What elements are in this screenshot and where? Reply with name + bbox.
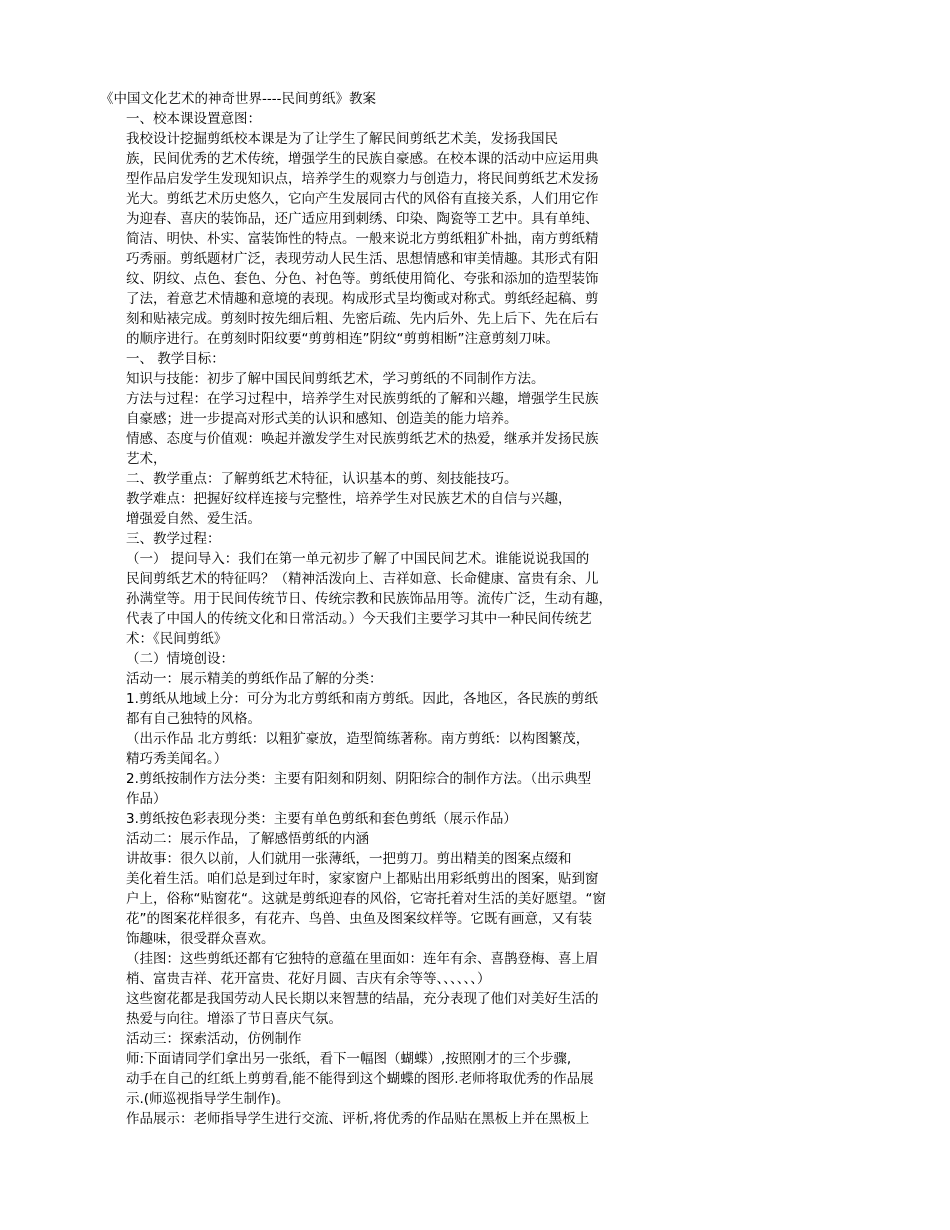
paragraph-line: 动手在自己的红纸上剪剪看,能不能得到这个蝴蝶的图形.老师将取优秀的作品展 xyxy=(126,1071,594,1087)
paragraph-line: 热爱与向往。增添了节日喜庆气氛。 xyxy=(126,1011,342,1027)
paragraph-line: 作品） xyxy=(126,791,167,807)
paragraph-line: 刻和贴裱完成。剪刻时按先细后粗、先密后疏、先内后外、先上后下、先在后右 xyxy=(126,311,599,327)
paragraph-line: 情感、态度与价值观：唤起并激发学生对民族剪纸艺术的热爱，继承并发扬民族 xyxy=(126,431,599,447)
paragraph-line: 活动二：展示作品，了解感悟剪纸的内涵 xyxy=(126,831,369,847)
paragraph-line: 孙满堂等。用于民间传统节日、传统宗教和民族饰品用等。流传广泛，生动有趣， xyxy=(126,591,612,607)
doc-title: 《中国文化艺术的神奇世界----民间剪纸》教案 xyxy=(100,91,376,107)
paragraph-line: 增强爱自然、爱生活。 xyxy=(126,511,261,527)
paragraph-line: 民间剪纸艺术的特征吗？（精神活泼向上、吉祥如意、长命健康、富贵有余、儿 xyxy=(126,571,599,587)
paragraph-line: 梢、富贵吉祥、花开富贵、花好月圆、吉庆有余等等、、、、、、） xyxy=(126,971,491,987)
paragraph-line: 巧秀丽。剪纸题材广泛，表现劳动人民生活、思想情感和审美情趣。其形式有阳 xyxy=(126,251,599,267)
paragraph-line: 都有自己独特的风格。 xyxy=(126,711,261,727)
paragraph-line: 我校设计挖掘剪纸校本课是为了让学生了解民间剪纸艺术美，发扬我国民 xyxy=(126,131,558,147)
paragraph-line: 作品展示：老师指导学生进行交流、评析,将优秀的作品贴在黑板上并在黑板上 xyxy=(126,1111,590,1127)
paragraph-line: 自豪感；进一步提高对形式美的认识和感知、创造美的能力培养。 xyxy=(126,411,518,427)
paragraph-line: 3.剪纸按色彩表现分类：主要有单色剪纸和套色剪纸（展示作品） xyxy=(126,811,517,827)
paragraph-line: 了法，着意艺术情趣和意境的表现。构成形式呈均衡或对称式。剪纸经起稿、剪 xyxy=(126,291,599,307)
paragraph-line: 术：《民间剪纸》 xyxy=(126,631,228,647)
paragraph-line: 活动一：展示精美的剪纸作品了解的分类： xyxy=(126,671,383,687)
paragraph-line: （挂图：这些剪纸还都有它独特的意蕴在里面如：连年有余、喜鹊登梅、喜上眉 xyxy=(126,951,599,967)
paragraph-line: 示.(师巡视指导学生制作)。 xyxy=(126,1091,290,1107)
paragraph-line: 活动三：探索活动，仿例制作 xyxy=(126,1031,302,1047)
paragraph-line: 花”的图案花样很多，有花卉、鸟兽、虫鱼及图案纹样等。它既有画意，又有装 xyxy=(126,911,592,927)
paragraph-line: 族，民间优秀的艺术传统，增强学生的民族自豪感。在校本课的活动中应运用典 xyxy=(126,151,599,167)
paragraph-line: 为迎春、喜庆的装饰品，还广适应用到刺绣、印染、陶瓷等工艺中。具有单纯、 xyxy=(126,211,599,227)
paragraph-line: 户上，俗称“贴窗花“。这就是剪纸迎春的风俗，它寄托着对生活的美好愿望。“窗 xyxy=(126,891,606,907)
paragraph-line: 师:下面请同学们拿出另一张纸，看下一幅图（蝴蝶）,按照刚才的三个步骤, xyxy=(126,1051,572,1067)
paragraph-line: 饰趣味，很受群众喜欢。 xyxy=(126,931,275,947)
paragraph-line: 知识与技能：初步了解中国民间剪纸艺术，学习剪纸的不同制作方法。 xyxy=(126,371,545,387)
paragraph-line: 代表了中国人的传统文化和日常活动。）今天我们主要学习其中一种民间传统艺 xyxy=(126,611,592,627)
paragraph-line: 简洁、明快、朴实、富装饰性的特点。一般来说北方剪纸粗犷朴拙，南方剪纸精 xyxy=(126,231,599,247)
paragraph-line: 美化着生活。咱们总是到过年时，家家窗户上都贴出用彩纸剪出的图案，贴到窗 xyxy=(126,871,599,887)
paragraph-line: （出示作品 北方剪纸：以粗犷豪放，造型简练著称。南方剪纸：以构图繁茂， xyxy=(126,731,590,747)
paragraph-line: 方法与过程：在学习过程中，培养学生对民族剪纸的了解和兴趣，增强学生民族 xyxy=(126,391,599,407)
paragraph-line: 艺术， xyxy=(126,451,167,467)
section-heading: 一、 教学目标： xyxy=(126,351,225,367)
paragraph-line: 教学难点：把握好纹样连接与完整性，培养学生对民族艺术的自信与兴趣， xyxy=(126,491,572,507)
paragraph-line: 光大。剪纸艺术历史悠久，它向产生发展同古代的风俗有直接关系，人们用它作 xyxy=(126,191,599,207)
paragraph-line: 精巧秀美闻名。） xyxy=(126,751,228,767)
section-heading: 二、教学重点：了解剪纸艺术特征，认识基本的剪、刻技能技巧。 xyxy=(126,471,518,487)
paragraph-line: 这些窗花都是我国劳动人民长期以来智慧的结晶，充分表现了他们对美好生活的 xyxy=(126,991,599,1007)
paragraph-line: 型作品启发学生发现知识点，培养学生的观察力与创造力，将民间剪纸艺术发扬 xyxy=(126,171,599,187)
paragraph-line: 讲故事：很久以前，人们就用一张薄纸，一把剪刀。剪出精美的图案点缀和 xyxy=(126,851,572,867)
section-heading: 三、教学过程： xyxy=(126,531,221,547)
subsection-heading: （二）情境创设： xyxy=(126,651,234,667)
section-heading: 一、校本课设置意图： xyxy=(126,111,261,127)
paragraph-line: 1.剪纸从地域上分：可分为北方剪纸和南方剪纸。因此，各地区，各民族的剪纸 xyxy=(126,691,598,707)
paragraph-line: （一） 提问导入：我们在第一单元初步了解了中国民间艺术。谁能说说我国的 xyxy=(126,551,590,567)
paragraph-line: 的顺序进行。在剪刻时阳纹要“剪剪相连”阴纹“剪剪相断”注意剪刻刀味。 xyxy=(126,331,559,347)
paragraph-line: 2.剪纸按制作方法分类：主要有阳刻和阴刻、阴阳综合的制作方法。（出示典型 xyxy=(126,771,592,787)
paragraph-line: 纹、阴纹、点色、套色、分色、衬色等。剪纸使用简化、夸张和添加的造型装饰 xyxy=(126,271,599,287)
